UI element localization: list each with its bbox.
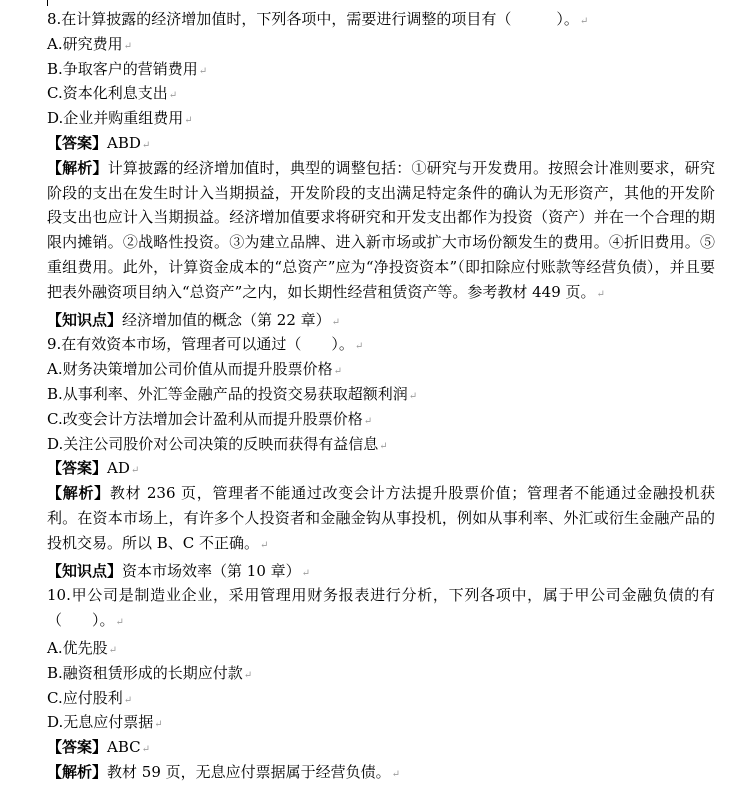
question-10-option-d: D.无息应付票据↵	[47, 713, 163, 732]
question-9-answer	[47, 456, 715, 481]
document-body	[47, 7, 715, 785]
question-10-option-b: B.融资租赁形成的长期应付款↵	[47, 663, 253, 682]
paragraph-mark-icon: ↵	[331, 316, 341, 328]
analysis-text: 教材 59 页，无息应付票据属于经营负债。	[107, 762, 391, 781]
paragraph-mark-icon: ↵	[184, 115, 193, 127]
paragraph-mark-icon: ↵	[123, 40, 132, 52]
question-10-stem: 10.甲公司是制造业企业，采用管理用财务报表进行分析，下列各项中，属于甲公司金融负债的有（ ）。↵	[47, 586, 715, 630]
paragraph-mark-icon: ↵	[168, 90, 178, 102]
answer-value: ABD	[107, 133, 141, 152]
question-10-answer	[47, 735, 715, 760]
analysis-label: 【解析】	[47, 158, 108, 177]
paragraph-mark-icon: ↵	[579, 16, 589, 27]
paragraph-mark-icon: ↵	[596, 288, 605, 300]
question-9-option-d: D.关注公司股价对公司决策的反映而获得有益信息↵	[47, 434, 388, 453]
paragraph-mark-icon: ↵	[130, 465, 140, 477]
question-8-answer	[47, 131, 715, 156]
question-9-option-a: A.财务决策增加公司价值从而提升股票价格↵	[47, 360, 342, 379]
analysis-label: 【解析】	[47, 762, 108, 781]
question-9-knowledge-point	[47, 559, 715, 584]
analysis-label: 【解析】	[47, 484, 110, 503]
paragraph-mark-icon: ↵	[408, 390, 418, 402]
paragraph-mark-icon: ↵	[363, 415, 373, 427]
paragraph-mark-icon: ↵	[198, 65, 208, 77]
answer-label: 【答案】	[47, 459, 108, 478]
question-9-option-c: C.改变会计方法增加会计盈利从而提升股票价格↵	[47, 409, 373, 428]
question-10-option-a: A.优先股↵	[47, 638, 117, 657]
paragraph-mark-icon: ↵	[123, 694, 133, 706]
answer-label: 【答案】	[47, 738, 108, 757]
question-9-stem: 9.在有效资本市场，管理者可以通过（ ）。↵	[47, 335, 364, 354]
paragraph-mark-icon: ↵	[354, 341, 364, 353]
question-8-option-d: D.企业并购重组费用↵	[47, 109, 193, 128]
question-8-stem: 8.在计算披露的经济增加值时，下列各项中，需要进行调整的项目有（ ）。↵	[47, 10, 589, 28]
paragraph-mark-icon: ↵	[260, 539, 269, 551]
paragraph-mark-icon: ↵	[243, 669, 253, 681]
paragraph-mark-icon: ↵	[141, 744, 151, 756]
knowledge-text: 资本市场效率（第 10 章）	[122, 561, 301, 580]
question-8-analysis	[47, 156, 715, 308]
paragraph-mark-icon: ↵	[108, 644, 117, 656]
answer-value: ABC	[107, 738, 141, 757]
paragraph-mark-icon: ↵	[141, 139, 151, 151]
text-cursor	[47, 0, 48, 6]
knowledge-text: 经济增加值的概念（第 22 章）	[122, 310, 331, 329]
question-10-analysis	[47, 760, 715, 785]
answer-label: 【答案】	[47, 133, 108, 152]
paragraph-mark-icon: ↵	[115, 617, 124, 629]
question-8-option-b: B.争取客户的营销费用↵	[47, 59, 208, 78]
paragraph-mark-icon: ↵	[301, 567, 311, 579]
paragraph-mark-icon: ↵	[379, 440, 388, 452]
paragraph-mark-icon: ↵	[154, 719, 163, 731]
knowledge-label: 【知识点】	[47, 310, 123, 329]
question-10-option-c: C.应付股利↵	[47, 688, 133, 707]
question-8-knowledge-point	[47, 308, 715, 333]
paragraph-mark-icon: ↵	[391, 768, 401, 780]
question-8-option-c: C.资本化利息支出↵	[47, 84, 178, 103]
question-9-option-b: B.从事利率、外汇等金融产品的投资交易获取超额利润↵	[47, 384, 418, 403]
analysis-text: 计算披露的经济增加值时，典型的调整包括：①研究与开发费用。按照会计准则要求，研究阶段的支出在发生时计入当期损益，开发阶段的支出满足特定条件的确认为无形资产，其他的开发阶段支出也应计入当期损益。经济增加值要求将研究和开发支出都作为投资（资产）并在一个合理的期限内摊销。②战略性投资。③为建立品牌、进入新市场或扩大市场份额发生的费用。④折旧费用。⑤重组费用。此外，计算资金成本的“总资产”应为“净投资资本”（即扣除应付账款等经营负债），并且要把表外融资项目纳入“总资产”之内，如长期性经营租赁资产等。参考教材 449 页。	[47, 158, 715, 301]
analysis-text: 教材 236 页，管理者不能通过改变会计方法提升股票价值；管理者不能通过金融投机获利。在资本市场上，有许多个人投资者和金融金钩从事投机，例如从事利率、外汇或衍生金融产品的投机交易。所以 B、C 不正确。	[47, 484, 715, 552]
knowledge-label: 【知识点】	[47, 561, 123, 580]
answer-value: AD	[107, 459, 130, 478]
question-9-analysis	[47, 481, 715, 558]
paragraph-mark-icon: ↵	[333, 366, 342, 378]
question-8-option-a: A.研究费用↵	[47, 34, 132, 53]
